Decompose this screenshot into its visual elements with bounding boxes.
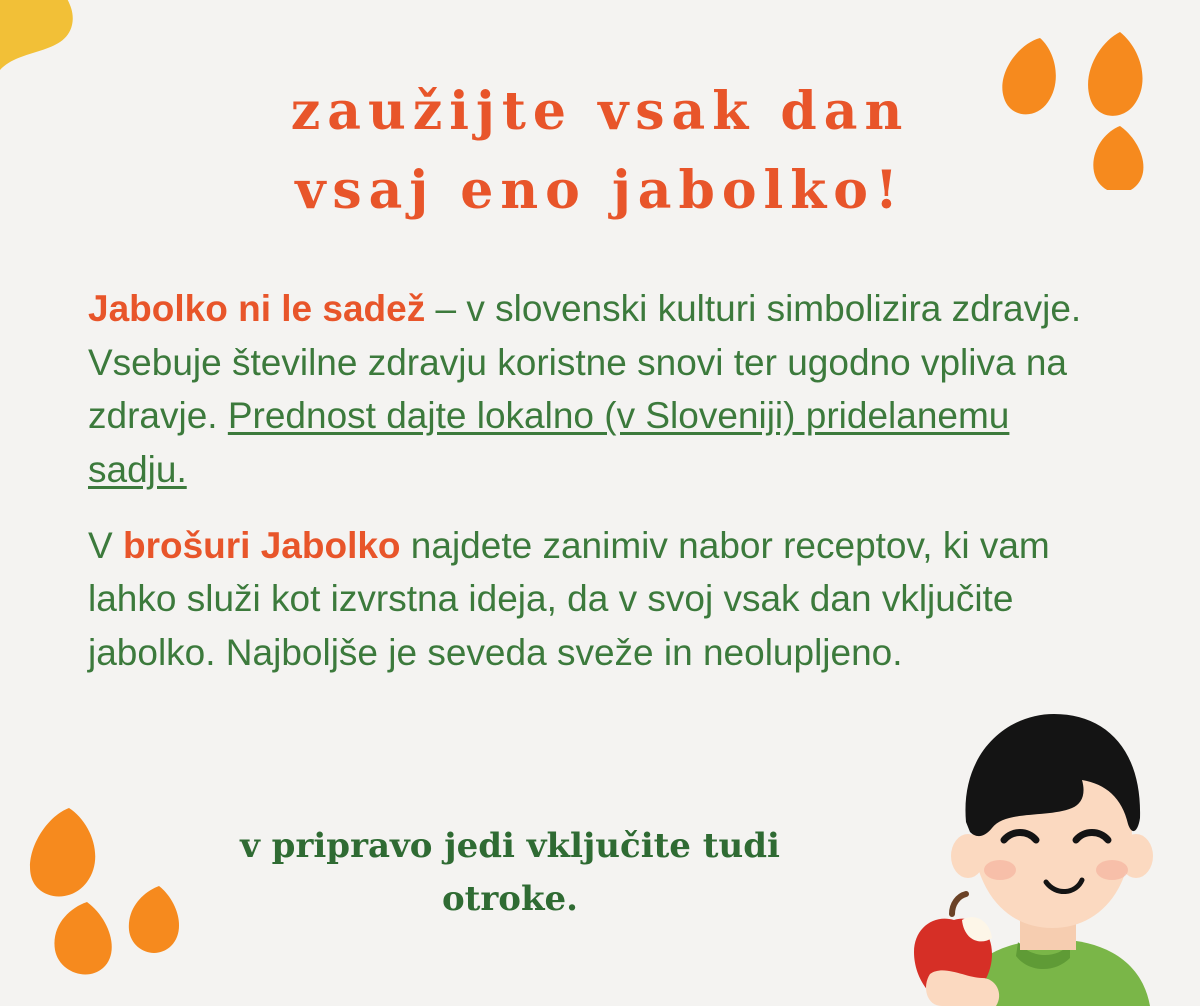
- paragraph-2: [88, 519, 1118, 680]
- paragraph-2-bold: brošuri Jabolko: [122, 524, 401, 566]
- poster-footer: [150, 820, 870, 925]
- paragraph-1-lead: Jabolko ni le sadež: [88, 288, 426, 329]
- paragraph-2-text: najdete zanimiv nabor receptov, ki vam lahko služi kot izvrstna ideja, da v svoj vsak dan vključite jabolko. Najboljše je seveda sveže in neolupljeno.: [88, 524, 1050, 673]
- paragraph-1-text: – v slovenski kulturi simbolizira zdravje. Vsebuje številne zdravju koristne snovi ter ugodno vpliva na zdravje.: [88, 288, 1082, 437]
- child-eating-apple-illustration: [900, 706, 1200, 1006]
- headline-line-1: zaužijte vsak dan: [290, 81, 910, 142]
- poster-headline: [0, 72, 1200, 230]
- paragraph-1-underlined: Prednost dajte lokalno (v Sloveniji) pridelanemu sadju.: [88, 395, 1010, 490]
- paragraph-2-lead: V: [88, 524, 123, 566]
- paragraph-1: [88, 282, 1118, 497]
- footer-line-1: v pripravo jedi vključite tudi: [240, 826, 780, 866]
- headline-line-2: vsaj eno jabolko!: [295, 160, 905, 222]
- body-copy: [88, 282, 1118, 701]
- footer-line-2: otroke.: [442, 878, 578, 919]
